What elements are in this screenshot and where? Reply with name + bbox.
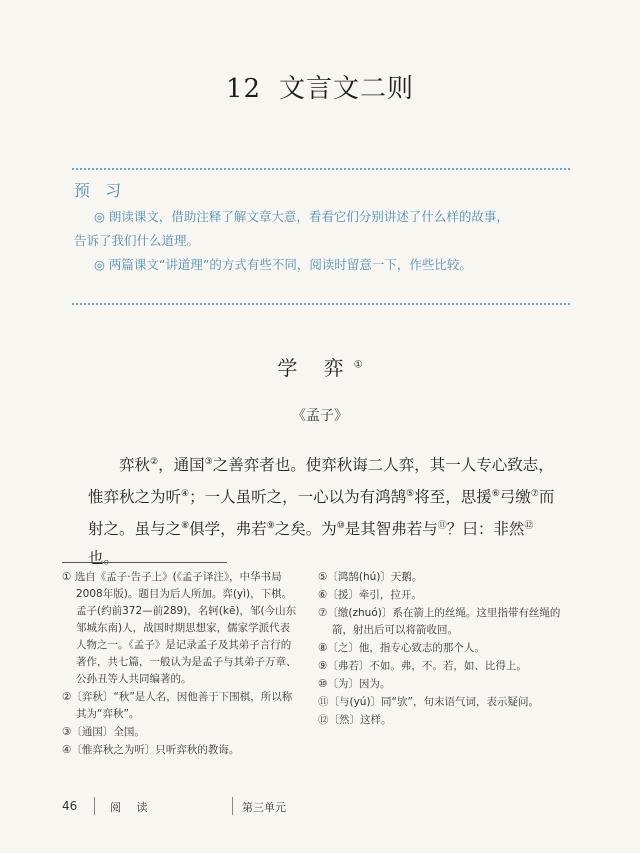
note-mark: ⑪ <box>437 521 447 532</box>
note-mark: ⑧ <box>181 521 190 532</box>
note-mark: ④ <box>181 489 190 500</box>
note-mark: ⑩ <box>336 521 345 532</box>
footer-divider <box>232 797 233 815</box>
lesson-body <box>88 448 558 573</box>
text-run: 之善弈者也。使弈秋诲二人弈，其一人专心致志，惟弈秋之为听 <box>88 456 554 507</box>
footnote: ④〔惟弈秋之为听〕只听弈秋的教诲。 <box>62 744 240 756</box>
footnote: ⑥〔援〕牵引，拉开。 <box>318 589 422 601</box>
footnote: ⑤〔鸿鹄(hú)〕天鹅。 <box>318 571 423 583</box>
text-run: 俱学，弗若 <box>189 520 267 539</box>
text-run: 将至，思援 <box>414 488 492 507</box>
preview-line: ◎ 两篇课文“讲道理”的方式有些不同，阅读时留意一下，作些比较。 <box>94 257 472 272</box>
chapter-name: 文言文二则 <box>279 74 415 104</box>
note-mark: ⑨ <box>266 521 275 532</box>
preview-line: ◎ 朗读课文，借助注释了解文章大意，看看它们分别讲述了什么样的故事， <box>94 209 509 224</box>
preview-line: 告诉了我们什么道理。 <box>74 233 200 248</box>
chapter-number: 12 <box>225 74 262 104</box>
note-mark: ⑫ <box>524 521 534 532</box>
footnote-rule <box>62 562 227 563</box>
lesson-title <box>0 352 640 381</box>
footnote: ① 选自《孟子·告子上》(《孟子译注》，中华书局2008年版)。题目为后人所加。弈(yì)，下棋。孟子(约前372—前289)，名轲(kē)，邹(今山东邹城东南)人，战国时期思想家，儒家学派代表人物之一。《孟子》是记录孟子及其弟子言行的著作，共七篇，一般认为是孟子与其弟子万章、公孙丑等人共同编著的。 <box>62 571 297 685</box>
footnote: ⑫〔然〕这样。 <box>318 714 392 726</box>
footnote: ⑪〔与(yú)〕同“欤”，句末语气词，表示疑问。 <box>318 696 539 708</box>
footnote: ③〔通国〕全国。 <box>62 726 145 738</box>
text-run: 之矣。为 <box>274 520 337 539</box>
text-run: ，通国 <box>158 456 205 475</box>
text-run: 而射之。虽与之 <box>88 488 555 539</box>
divider-top <box>72 168 570 170</box>
preview-title: 预 习 <box>74 181 127 200</box>
divider-bottom <box>72 303 570 305</box>
section-label: 阅 读 <box>110 801 154 814</box>
note-mark: ② <box>150 457 159 467</box>
footnote: ⑨〔弗若〕不如。弗，不。若，如、比得上。 <box>318 660 527 672</box>
text-run: ？曰：非然 <box>446 520 525 539</box>
body-paragraph <box>88 448 558 573</box>
chapter-title <box>0 68 640 105</box>
note-mark: ③ <box>204 457 213 467</box>
preview-box <box>74 178 574 277</box>
footnote: ⑦〔缴(zhuó)〕系在箭上的丝绳。这里指带有丝绳的箭，射出后可以将箭收回。 <box>318 607 561 636</box>
lesson-title-note-mark: ① <box>353 359 363 371</box>
footnotes-left <box>62 569 300 760</box>
note-mark: ⑥ <box>491 489 500 500</box>
page-footer <box>62 797 562 817</box>
text-run: ；一人虽听之，一心以为有鸿鹄 <box>189 488 407 507</box>
footer-divider <box>94 797 95 815</box>
text-run: 也。 <box>88 549 120 568</box>
text-run: 是其智弗若与 <box>344 520 438 539</box>
footnote: ⑧〔之〕他，指专心致志的那个人。 <box>318 642 485 654</box>
lesson-title-text: 学 弈 <box>277 356 354 380</box>
footnote: ⑩〔为〕因为。 <box>318 678 391 690</box>
lesson-source: 《孟子》 <box>292 408 348 424</box>
footnote: ②〔弈秋〕“秋”是人名，因他善于下围棋，所以称其为“弈秋”。 <box>62 691 293 720</box>
text-run: 弓缴 <box>499 488 531 507</box>
note-mark: ⑤ <box>406 489 415 500</box>
unit-label: 第三单元 <box>242 801 286 814</box>
footnotes-right <box>318 569 568 730</box>
page-number: 46 <box>62 799 78 813</box>
text-run: 弈秋 <box>119 456 151 475</box>
note-mark: ⑦ <box>530 489 539 500</box>
